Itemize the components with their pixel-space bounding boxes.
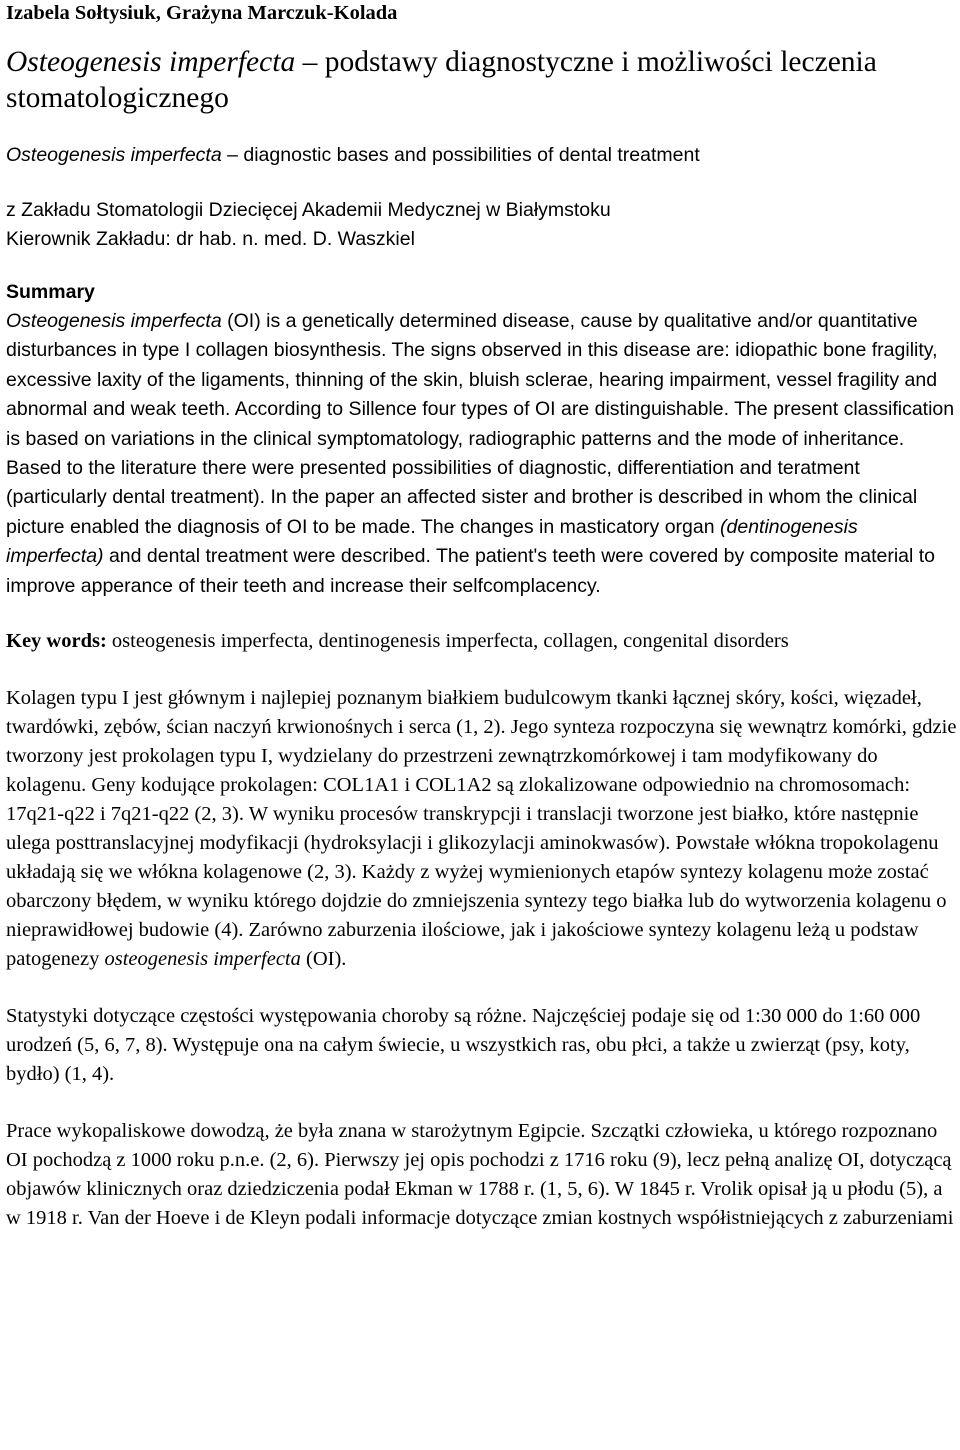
summary-italic-mid: (dentinogenesis imperfecta): [6, 515, 858, 568]
affiliation-line-2: Kierownik Zakładu: dr hab. n. med. D. Waszkiel: [6, 228, 415, 250]
title-polish-rest: – podstawy diagnostyczne i możliwości leczenia stomatologicznego: [6, 46, 877, 114]
summary-part-2: The signs observed in this disease are: idiopathic bone fragility, excessive laxity of the ligaments, thinning of the skin, bluish sclerae, hearing impairment, vessel fragility and abnormal and weak teeth.: [6, 339, 938, 421]
title-english-italic: Osteogenesis imperfecta: [6, 144, 222, 166]
body-paragraph-1-text: Kolagen typu I jest głównym i najlepiej poznanym białkiem budulcowym tkanki łącznej skóry, kości, więzadeł, twardówki, zębów, ścian naczyń krwionośnych i serca (1, 2). Jego synteza rozpoczyna się wewnątrz komórki, gdzie tworzony jest prokolagen typu I, wydzielany do przestrzeni zewnątrzkomórkowej i tam modyfikowany do kolagenu. Geny kodujące prokolagen: COL1A1 i COL1A2 są zlokalizowane odpowiednio na chromosomach: 17q21-q22 i 7q21-q22 (2, 3). W wyniku procesów transkrypcji i translacji tworzone jest białko, które następnie ulega posttranslacyjnej modyfikacji (hydroksylacji i glikozylacji aminokwasów). Powstałe włókna tropokolagenu układają się we włókna kolagenowe (2, 3). Każdy z wyżej wymienionych etapów syntezy kolagenu może zostać obarczony błędem, w wyniku którego dojdzie do zmniejszenia syntezy tego białka lub do wytworzenia kolagenu o nieprawidłowej budowie (4). Zarówno zaburzenia ilościowe, jak i jakościowe syntezy kolagenu leżą u podstaw patogenezy: [6, 687, 957, 971]
authors: Izabela Sołtysiuk, Grażyna Marczuk-Kolada: [6, 2, 398, 24]
summary-part-4: The present classification is based on variations in the clinical symptomatology, radiographic patterns and the mode of inheritance.: [6, 398, 955, 450]
body-paragraph-1-italic: osteogenesis imperfecta: [104, 948, 301, 971]
keywords-label: Key words:: [6, 630, 107, 653]
body-paragraph-3: Prace wykopaliskowe dowodzą, że była znana w starożytnym Egipcie. Szczątki człowieka, u którego rozpoznano OI pochodzą z 1000 roku p.n.e. (2, 6). Pierwszy jej opis pochodzi z 1716 roku (9), lecz pełną analizę OI, dotyczącą objawów klinicznych oraz dziedziczenia podał Ekman w 1788 r. (1, 5, 6). W 1845 r. Vrolik opisał ją u płodu (5), a w 1918 r. Van der Hoeve i de Kleyn podali informacje dotyczące zmian kostnych współistniejących z zaburzeniami: [6, 1120, 954, 1230]
summary-part-1: (OI) is a genetically determined disease, cause by qualitative and/or quantitative disturbances in type I collagen biosynthesis.: [6, 310, 918, 362]
summary-part-5: Based to the literature there were presented possibilities of diagnostic, differentiation and teratment (particularly dental treatment).: [6, 457, 860, 509]
summary-paragraph: [6, 307, 957, 601]
keywords: [6, 627, 957, 656]
title-polish: [6, 44, 957, 116]
keywords-text: osteogenesis imperfecta, dentinogenesis imperfecta, collagen, congenital disorders: [106, 630, 789, 653]
affiliation: [6, 196, 957, 254]
affiliation-line-1: z Zakładu Stomatologii Dziecięcej Akademii Medycznej w Białymstoku: [6, 199, 611, 221]
summary-part-3: According to Sillence four types of OI are distinguishable.: [230, 398, 730, 421]
body-paragraph-2: Statystyki dotyczące częstości występowania choroby są różne. Najczęściej podaje się od 1:30 000 do 1:60 000 urodzeń (5, 6, 7, 8). Występuje ona na całym świecie, u wszystkich ras, obu płci, a także u zwierząt (psy, koty, bydło) (1, 4).: [6, 1005, 921, 1086]
summary-heading: Summary: [6, 281, 95, 303]
title-polish-italic: Osteogenesis imperfecta: [6, 46, 296, 78]
title-english: [6, 142, 957, 168]
summary-part-6: In the paper an affected sister and brother is described in whom the clinical picture enabled the diagnosis of OI to be made.: [6, 486, 918, 538]
body-paragraph-1-end: (OI).: [300, 948, 347, 971]
summary-part-7: The changes in masticatory organ: [415, 515, 721, 538]
summary-italic-start: Osteogenesis imperfecta: [6, 310, 222, 332]
body-paragraph-1: [6, 684, 957, 974]
summary-part-8: and dental treatment were described.: [103, 545, 431, 568]
title-english-rest: – diagnostic bases and possibilities of dental treatment: [221, 144, 700, 166]
summary-part-9: The patient's teeth were covered by composite material to improve apperance of their teeth and increase their selfcomplacency.: [6, 545, 936, 597]
